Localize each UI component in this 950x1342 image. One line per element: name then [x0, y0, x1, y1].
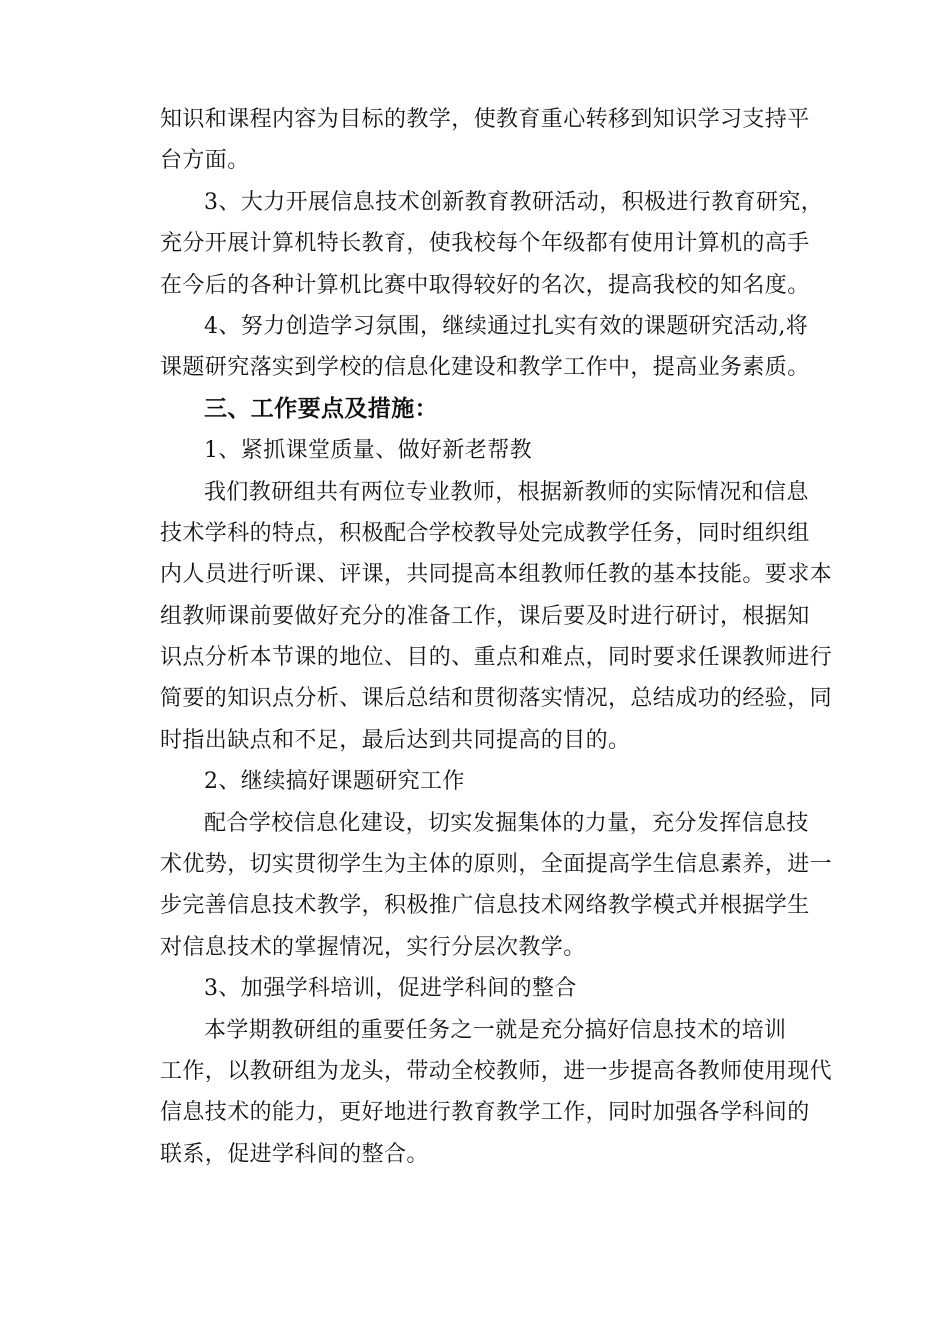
- paragraph-line: 4、努力创造学习氛围，继续通过扎实有效的课题研究活动,将: [204, 313, 809, 339]
- paragraph-line: 内人员进行听课、评课，共同提高本组教师任教的基本技能。要求本: [160, 562, 833, 588]
- paragraph-line: 我们教研组共有两位专业教师，根据新教师的实际情况和信息: [204, 479, 809, 505]
- paragraph-line: 技术学科的特点，积极配合学校教导处完成教学任务，同时组织组: [160, 520, 810, 546]
- paragraph-line: 在今后的各种计算机比赛中取得较好的名次，提高我校的知名度。: [160, 272, 810, 298]
- paragraph-line: 步完善信息技术教学，积极推广信息技术网络教学模式并根据学生: [160, 893, 810, 919]
- paragraph-line: 时指出缺点和不足，最后达到共同提高的目的。: [160, 727, 631, 753]
- paragraph-line: 识点分析本节课的地位、目的、重点和难点，同时要求任课教师进行: [160, 645, 833, 671]
- paragraph-line: 充分开展计算机特长教育，使我校每个年级都有使用计算机的高手: [160, 231, 810, 257]
- paragraph-line: 信息技术的能力，更好地进行教育教学工作，同时加强各学科间的: [160, 1100, 810, 1126]
- paragraph-line: 课题研究落实到学校的信息化建设和教学工作中，提高业务素质。: [160, 355, 810, 381]
- subsection-title: 1、紧抓课堂质量、做好新老帮教: [204, 438, 532, 464]
- paragraph-line: 配合学校信息化建设，切实发掘集体的力量，充分发挥信息技: [204, 810, 809, 836]
- paragraph-line: 工作，以教研组为龙头，带动全校教师，进一步提高各教师使用现代: [160, 1058, 833, 1084]
- paragraph-line: 台方面。: [160, 148, 250, 174]
- paragraph-line: 术优势，切实贯彻学生为主体的原则，全面提高学生信息素养，进一: [160, 852, 833, 878]
- paragraph-line: 简要的知识点分析、课后总结和贯彻落实情况，总结成功的经验，同: [160, 686, 833, 712]
- subsection-title: 3、加强学科培训，促进学科间的整合: [204, 976, 577, 1002]
- paragraph-line: 本学期教研组的重要任务之一就是充分搞好信息技术的培训: [204, 1017, 787, 1043]
- document-page: [160, 99, 833, 1175]
- subsection-title: 2、继续搞好课题研究工作: [204, 769, 465, 795]
- paragraph-line: 3、大力开展信息技术创新教育教研活动，积极进行教育研究，: [204, 189, 824, 215]
- paragraph-line: 组教师课前要做好充分的准备工作，课后要及时进行研讨，根据知: [160, 603, 810, 629]
- paragraph-line: 联系，促进学科间的整合。: [160, 1141, 429, 1167]
- paragraph-line: 对信息技术的掌握情况，实行分层次教学。: [160, 934, 586, 960]
- section-heading: 三、工作要点及措施：: [204, 395, 438, 422]
- paragraph-line: 知识和课程内容为目标的教学，使教育重心转移到知识学习支持平: [160, 107, 810, 132]
